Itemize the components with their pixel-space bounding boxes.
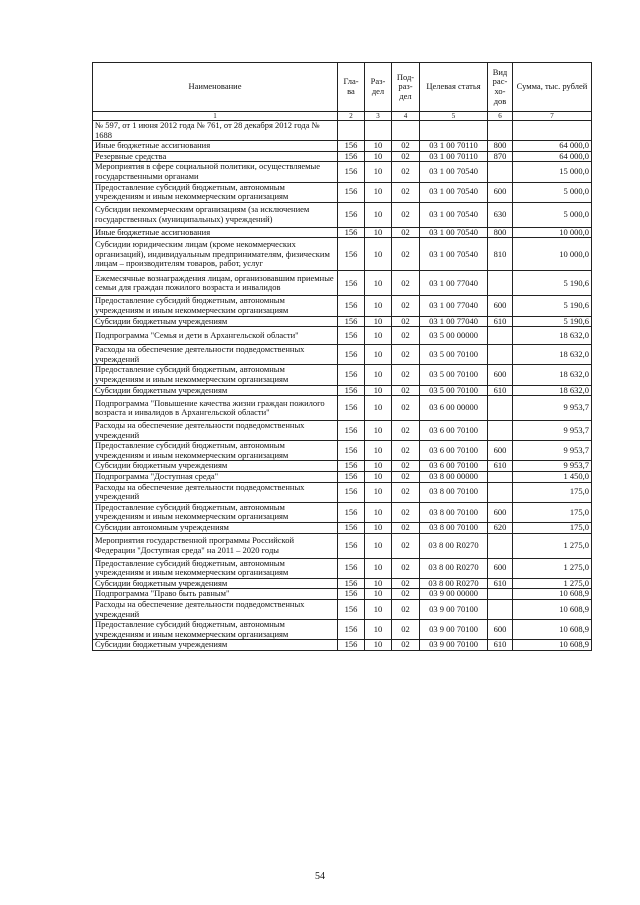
- cell-chapter: 156: [338, 523, 365, 534]
- cell-section: 10: [365, 365, 392, 385]
- cell-section: 10: [365, 461, 392, 472]
- cell-expense-type: 610: [488, 461, 513, 472]
- cell-name: № 597, от 1 июня 2012 года № 761, от 28 декабря 2012 года № 1688: [93, 121, 338, 141]
- column-number: 1: [93, 112, 338, 121]
- cell-name: Предоставление субсидий бюджетным, автономным учреждениям и иным некоммерческим организациям: [93, 182, 338, 202]
- table-row: [93, 271, 592, 296]
- table-row: [93, 558, 592, 578]
- cell-expense-type: [488, 589, 513, 600]
- cell-name: Предоставление субсидий бюджетным, автономным учреждениям и иным некоммерческим организациям: [93, 502, 338, 522]
- header-amount: Сумма, тыс. рублей: [513, 63, 592, 112]
- cell-name: Подпрограмма "Семья и дети в Архангельской области": [93, 327, 338, 345]
- cell-subsection: 02: [392, 202, 420, 227]
- table-row: [93, 327, 592, 345]
- cell-chapter: 156: [338, 620, 365, 640]
- cell-amount: 10 608,9: [513, 600, 592, 620]
- cell-chapter: 156: [338, 151, 365, 162]
- table-row: [93, 523, 592, 534]
- cell-name: Субсидии бюджетным учреждениям: [93, 316, 338, 327]
- cell-chapter: 156: [338, 421, 365, 441]
- cell-target-article: 03 8 00 70100: [420, 502, 488, 522]
- cell-chapter: 156: [338, 640, 365, 651]
- cell-subsection: 02: [392, 523, 420, 534]
- header-target-article: Целевая статья: [420, 63, 488, 112]
- column-number: 4: [392, 112, 420, 121]
- cell-amount: 1 275,0: [513, 578, 592, 589]
- table-row: [93, 227, 592, 238]
- cell-subsection: 02: [392, 182, 420, 202]
- column-number-row: [93, 112, 592, 121]
- cell-subsection: 02: [392, 578, 420, 589]
- cell-target-article: 03 8 00 00000: [420, 472, 488, 483]
- table-row: [93, 589, 592, 600]
- cell-chapter: 156: [338, 589, 365, 600]
- table-row: [93, 640, 592, 651]
- cell-target-article: 03 1 00 70540: [420, 227, 488, 238]
- cell-expense-type: [488, 121, 513, 141]
- cell-subsection: 02: [392, 316, 420, 327]
- cell-name: Расходы на обеспечение деятельности подведомственных учреждений: [93, 421, 338, 441]
- cell-amount: 10 608,9: [513, 620, 592, 640]
- cell-section: 10: [365, 327, 392, 345]
- cell-section: 10: [365, 558, 392, 578]
- cell-amount: 5 190,6: [513, 296, 592, 316]
- table-row: [93, 345, 592, 365]
- cell-name: Подпрограмма "Доступная среда": [93, 472, 338, 483]
- cell-name: Предоставление субсидий бюджетным, автономным учреждениям и иным некоммерческим организациям: [93, 441, 338, 461]
- cell-expense-type: 600: [488, 502, 513, 522]
- cell-expense-type: 600: [488, 558, 513, 578]
- cell-target-article: 03 6 00 70100: [420, 421, 488, 441]
- cell-name: Субсидии бюджетным учреждениям: [93, 461, 338, 472]
- cell-target-article: 03 1 00 70540: [420, 202, 488, 227]
- table-row: [93, 482, 592, 502]
- cell-name: Субсидии бюджетным учреждениям: [93, 578, 338, 589]
- cell-name: Расходы на обеспечение деятельности подведомственных учреждений: [93, 600, 338, 620]
- table-row: [93, 162, 592, 182]
- cell-expense-type: 620: [488, 523, 513, 534]
- cell-subsection: 02: [392, 396, 420, 421]
- cell-section: 10: [365, 316, 392, 327]
- cell-subsection: 02: [392, 472, 420, 483]
- cell-amount: 10 608,9: [513, 589, 592, 600]
- cell-amount: 18 632,0: [513, 365, 592, 385]
- cell-amount: 1 450,0: [513, 472, 592, 483]
- cell-chapter: 156: [338, 141, 365, 152]
- table-row: [93, 141, 592, 152]
- table-row: [93, 202, 592, 227]
- table-row: [93, 472, 592, 483]
- cell-chapter: 156: [338, 533, 365, 558]
- cell-amount: 9 953,7: [513, 441, 592, 461]
- table-body: [93, 121, 592, 651]
- cell-chapter: 156: [338, 271, 365, 296]
- cell-expense-type: 870: [488, 151, 513, 162]
- cell-amount: 64 000,0: [513, 141, 592, 152]
- cell-subsection: 02: [392, 589, 420, 600]
- cell-chapter: 156: [338, 396, 365, 421]
- cell-target-article: 03 1 00 77040: [420, 271, 488, 296]
- header-name: Наименование: [93, 63, 338, 112]
- cell-amount: 18 632,0: [513, 327, 592, 345]
- cell-section: 10: [365, 296, 392, 316]
- table-row: [93, 151, 592, 162]
- cell-amount: 9 953,7: [513, 396, 592, 421]
- table-row: [93, 121, 592, 141]
- cell-section: 10: [365, 345, 392, 365]
- cell-target-article: 03 1 00 70110: [420, 141, 488, 152]
- cell-name: Предоставление субсидий бюджетным, автономным учреждениям и иным некоммерческим организациям: [93, 365, 338, 385]
- cell-expense-type: [488, 271, 513, 296]
- cell-chapter: 156: [338, 238, 365, 271]
- table-row: [93, 238, 592, 271]
- cell-amount: 18 632,0: [513, 385, 592, 396]
- cell-name: Подпрограмма "Повышение качества жизни граждан пожилого возраста и инвалидов в Архангельской области": [93, 396, 338, 421]
- cell-expense-type: 610: [488, 640, 513, 651]
- cell-section: 10: [365, 385, 392, 396]
- cell-section: 10: [365, 472, 392, 483]
- header-subsection: Под-раз-дел: [392, 63, 420, 112]
- cell-name: Субсидии некоммерческим организациям (за исключением государственных (муниципальных) учреждений): [93, 202, 338, 227]
- table-row: [93, 182, 592, 202]
- cell-amount: 1 275,0: [513, 533, 592, 558]
- cell-section: 10: [365, 589, 392, 600]
- cell-subsection: 02: [392, 502, 420, 522]
- cell-target-article: 03 6 00 70100: [420, 441, 488, 461]
- cell-expense-type: [488, 162, 513, 182]
- cell-section: 10: [365, 141, 392, 152]
- cell-chapter: 156: [338, 472, 365, 483]
- cell-subsection: 02: [392, 482, 420, 502]
- cell-target-article: 03 8 00 R0270: [420, 578, 488, 589]
- table-row: [93, 502, 592, 522]
- cell-subsection: 02: [392, 345, 420, 365]
- budget-table: [92, 62, 592, 651]
- cell-section: 10: [365, 533, 392, 558]
- cell-name: Иные бюджетные ассигнования: [93, 227, 338, 238]
- header-chapter: Гла-ва: [338, 63, 365, 112]
- cell-expense-type: 610: [488, 385, 513, 396]
- table-row: [93, 578, 592, 589]
- cell-section: 10: [365, 620, 392, 640]
- cell-expense-type: 610: [488, 578, 513, 589]
- cell-target-article: 03 6 00 00000: [420, 396, 488, 421]
- cell-section: 10: [365, 578, 392, 589]
- table-row: [93, 316, 592, 327]
- cell-subsection: 02: [392, 227, 420, 238]
- cell-target-article: 03 8 00 70100: [420, 523, 488, 534]
- header-section: Раз-дел: [365, 63, 392, 112]
- cell-amount: 1 275,0: [513, 558, 592, 578]
- cell-target-article: 03 8 00 R0270: [420, 558, 488, 578]
- cell-expense-type: [488, 327, 513, 345]
- cell-target-article: 03 9 00 70100: [420, 620, 488, 640]
- cell-chapter: 156: [338, 316, 365, 327]
- cell-chapter: 156: [338, 600, 365, 620]
- cell-target-article: 03 9 00 00000: [420, 589, 488, 600]
- cell-name: Расходы на обеспечение деятельности подведомственных учреждений: [93, 482, 338, 502]
- cell-section: 10: [365, 238, 392, 271]
- cell-chapter: 156: [338, 461, 365, 472]
- header-row: [93, 63, 592, 112]
- cell-section: 10: [365, 441, 392, 461]
- cell-subsection: 02: [392, 327, 420, 345]
- cell-name: Предоставление субсидий бюджетным, автономным учреждениям и иным некоммерческим организациям: [93, 558, 338, 578]
- cell-section: 10: [365, 482, 392, 502]
- cell-expense-type: 600: [488, 441, 513, 461]
- cell-name: Мероприятия государственной программы Российской Федерации "Доступная среда" на 2011 – 2020 годы: [93, 533, 338, 558]
- cell-expense-type: 600: [488, 296, 513, 316]
- cell-amount: 15 000,0: [513, 162, 592, 182]
- cell-section: 10: [365, 396, 392, 421]
- cell-expense-type: [488, 345, 513, 365]
- cell-subsection: 02: [392, 271, 420, 296]
- cell-expense-type: [488, 396, 513, 421]
- cell-expense-type: [488, 482, 513, 502]
- cell-expense-type: 600: [488, 620, 513, 640]
- table-row: [93, 620, 592, 640]
- cell-expense-type: 800: [488, 141, 513, 152]
- cell-subsection: 02: [392, 461, 420, 472]
- cell-subsection: 02: [392, 385, 420, 396]
- cell-chapter: 156: [338, 365, 365, 385]
- cell-amount: 10 608,9: [513, 640, 592, 651]
- cell-subsection: [392, 121, 420, 141]
- cell-subsection: 02: [392, 620, 420, 640]
- cell-target-article: 03 5 00 70100: [420, 365, 488, 385]
- cell-expense-type: 600: [488, 365, 513, 385]
- cell-amount: 9 953,7: [513, 421, 592, 441]
- cell-expense-type: 610: [488, 316, 513, 327]
- cell-chapter: 156: [338, 182, 365, 202]
- cell-target-article: 03 1 00 70540: [420, 182, 488, 202]
- table-row: [93, 385, 592, 396]
- cell-section: 10: [365, 600, 392, 620]
- cell-target-article: 03 1 00 70540: [420, 238, 488, 271]
- cell-chapter: 156: [338, 385, 365, 396]
- column-number: 6: [488, 112, 513, 121]
- cell-amount: 175,0: [513, 502, 592, 522]
- cell-name: Субсидии юридическим лицам (кроме некоммерческих организаций), индивидуальным предпринимателям, физическим лицам – производителям товаров, работ, услуг: [93, 238, 338, 271]
- cell-section: 10: [365, 162, 392, 182]
- table-row: [93, 441, 592, 461]
- cell-target-article: 03 1 00 70110: [420, 151, 488, 162]
- cell-target-article: 03 1 00 77040: [420, 316, 488, 327]
- cell-chapter: 156: [338, 327, 365, 345]
- cell-expense-type: [488, 600, 513, 620]
- cell-section: 10: [365, 227, 392, 238]
- cell-subsection: 02: [392, 238, 420, 271]
- page-number: 54: [315, 871, 325, 882]
- table-row: [93, 421, 592, 441]
- cell-target-article: 03 8 00 R0270: [420, 533, 488, 558]
- cell-name: Резервные средства: [93, 151, 338, 162]
- cell-chapter: 156: [338, 441, 365, 461]
- document-page: [92, 62, 591, 651]
- cell-amount: 18 632,0: [513, 345, 592, 365]
- cell-amount: 10 000,0: [513, 238, 592, 271]
- cell-amount: 175,0: [513, 523, 592, 534]
- cell-name: Субсидии бюджетным учреждениям: [93, 385, 338, 396]
- cell-name: Ежемесячные вознаграждения лицам, организовавшим приемные семьи для граждан пожилого возраста и инвалидов: [93, 271, 338, 296]
- cell-chapter: 156: [338, 227, 365, 238]
- table-row: [93, 365, 592, 385]
- cell-section: 10: [365, 202, 392, 227]
- column-number: 3: [365, 112, 392, 121]
- cell-expense-type: 810: [488, 238, 513, 271]
- cell-amount: 5 190,6: [513, 316, 592, 327]
- cell-amount: 175,0: [513, 482, 592, 502]
- cell-target-article: 03 9 00 70100: [420, 600, 488, 620]
- table-header: [93, 63, 592, 121]
- cell-name: Субсидии автономным учреждениям: [93, 523, 338, 534]
- cell-subsection: 02: [392, 365, 420, 385]
- column-number: 2: [338, 112, 365, 121]
- cell-subsection: 02: [392, 141, 420, 152]
- cell-chapter: 156: [338, 502, 365, 522]
- cell-subsection: 02: [392, 421, 420, 441]
- cell-name: Расходы на обеспечение деятельности подведомственных учреждений: [93, 345, 338, 365]
- cell-section: 10: [365, 421, 392, 441]
- cell-target-article: 03 6 00 70100: [420, 461, 488, 472]
- cell-section: 10: [365, 502, 392, 522]
- cell-chapter: 156: [338, 202, 365, 227]
- cell-name: Иные бюджетные ассигнования: [93, 141, 338, 152]
- cell-expense-type: 800: [488, 227, 513, 238]
- cell-subsection: 02: [392, 533, 420, 558]
- cell-name: Подпрограмма "Право быть равным": [93, 589, 338, 600]
- cell-target-article: 03 5 00 00000: [420, 327, 488, 345]
- cell-section: [365, 121, 392, 141]
- cell-name: Субсидии бюджетным учреждениям: [93, 640, 338, 651]
- cell-amount: 5 190,6: [513, 271, 592, 296]
- cell-subsection: 02: [392, 640, 420, 651]
- cell-expense-type: [488, 533, 513, 558]
- cell-target-article: 03 5 00 70100: [420, 345, 488, 365]
- cell-chapter: 156: [338, 558, 365, 578]
- cell-expense-type: 630: [488, 202, 513, 227]
- cell-subsection: 02: [392, 162, 420, 182]
- column-number: 5: [420, 112, 488, 121]
- cell-target-article: 03 9 00 70100: [420, 640, 488, 651]
- cell-chapter: 156: [338, 162, 365, 182]
- cell-name: Мероприятия в сфере социальной политики, осуществляемые государственными органами: [93, 162, 338, 182]
- cell-subsection: 02: [392, 441, 420, 461]
- cell-section: 10: [365, 640, 392, 651]
- cell-chapter: 156: [338, 345, 365, 365]
- cell-section: 10: [365, 271, 392, 296]
- cell-amount: 10 000,0: [513, 227, 592, 238]
- cell-amount: 64 000,0: [513, 151, 592, 162]
- cell-subsection: 02: [392, 558, 420, 578]
- table-row: [93, 461, 592, 472]
- cell-section: 10: [365, 523, 392, 534]
- cell-target-article: 03 1 00 77040: [420, 296, 488, 316]
- cell-target-article: [420, 121, 488, 141]
- cell-subsection: 02: [392, 296, 420, 316]
- cell-expense-type: [488, 421, 513, 441]
- cell-chapter: 156: [338, 482, 365, 502]
- table-row: [93, 396, 592, 421]
- cell-name: Предоставление субсидий бюджетным, автономным учреждениям и иным некоммерческим организациям: [93, 620, 338, 640]
- table-row: [93, 296, 592, 316]
- cell-target-article: 03 5 00 70100: [420, 385, 488, 396]
- header-expense-type: Вид рас-хо-дов: [488, 63, 513, 112]
- cell-target-article: 03 1 00 70540: [420, 162, 488, 182]
- cell-subsection: 02: [392, 151, 420, 162]
- cell-chapter: 156: [338, 578, 365, 589]
- cell-amount: [513, 121, 592, 141]
- cell-amount: 5 000,0: [513, 182, 592, 202]
- cell-amount: 9 953,7: [513, 461, 592, 472]
- cell-name: Предоставление субсидий бюджетным, автономным учреждениям и иным некоммерческим организациям: [93, 296, 338, 316]
- cell-section: 10: [365, 151, 392, 162]
- cell-chapter: [338, 121, 365, 141]
- cell-expense-type: 600: [488, 182, 513, 202]
- column-number: 7: [513, 112, 592, 121]
- cell-amount: 5 000,0: [513, 202, 592, 227]
- cell-section: 10: [365, 182, 392, 202]
- cell-subsection: 02: [392, 600, 420, 620]
- cell-target-article: 03 8 00 70100: [420, 482, 488, 502]
- table-row: [93, 600, 592, 620]
- cell-chapter: 156: [338, 296, 365, 316]
- table-row: [93, 533, 592, 558]
- cell-expense-type: [488, 472, 513, 483]
